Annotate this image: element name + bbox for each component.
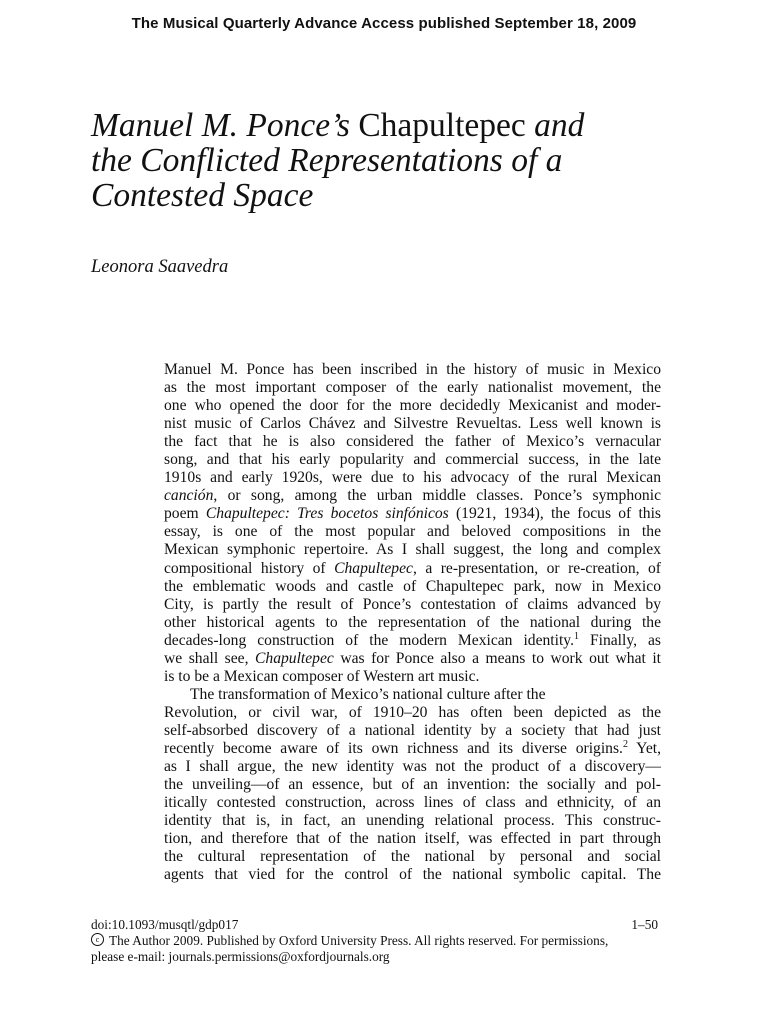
copyright-line-1: The Author 2009. Published by Oxford University Press. All rights reserved. For permissions, [109, 933, 609, 948]
footnote-ref-1[interactable]: 1 [573, 630, 579, 642]
footer-email-row [91, 949, 658, 965]
footnote-ref-2[interactable]: 2 [622, 738, 628, 750]
body-line: the unveiling—of an essence, but of an invention: the socially and pol- [164, 776, 661, 794]
body-line: is to be a Mexican composer of Western art music. [164, 667, 480, 685]
body-line: the cultural representation of the national by personal and social [164, 848, 661, 866]
body-line: City, is partly the result of Ponce’s contestation of claims advanced by [164, 595, 661, 613]
title-text-1b: Chapultepec [358, 107, 526, 144]
body-line: other historical agents to the representation of the national during the [164, 613, 661, 631]
footer-doi-row [91, 917, 658, 933]
body-line: recently become aware of its own richness and its diverse origins.$^2$ Yet, [164, 738, 662, 757]
body-line: Mexican symphonic repertoire. As I shall suggest, the long and complex [164, 541, 661, 559]
body-line: we shall see, Chapultepec was for Ponce also a means to work out what it [164, 649, 661, 667]
title-text-1a: Manuel M. Ponce’s [91, 107, 359, 144]
body-line: the fact that he is also considered the father of Mexico’s vernacular [164, 433, 661, 451]
body-line: self-absorbed discovery of a national identity by a society that had just [164, 721, 661, 739]
body-line: essay, is one of the most popular and beloved compositions in the [164, 523, 661, 541]
body-line: itically contested construction, across lines of class and ethnicity, of an [164, 794, 661, 812]
body-line: one who opened the door for the more decidedly Mexicanist and moder- [164, 397, 661, 415]
footer-copyright-row [91, 933, 658, 949]
body-line: as I shall argue, the new identity was not the product of a discovery— [164, 758, 661, 776]
page-footer [91, 917, 658, 965]
title-line-1 [91, 108, 691, 143]
body-line: nist music of Carlos Chávez and Silvestre Revueltas. Less well known is [164, 415, 661, 433]
journal-banner: The Musical Quarterly Advance Access published September 18, 2009 [131, 15, 637, 32]
copyright-line-2[interactable]: please e-mail: journals.permissions@oxfordjournals.org [91, 949, 390, 964]
body-line: 1910s and early 1920s, were due to his advocacy of the rural Mexican [164, 469, 661, 487]
article-title [91, 108, 691, 213]
body-line: compositional history of Chapultepec, a re-presentation, or re-creation, of [164, 559, 661, 577]
body-line: tion, and therefore that of the nation itself, was effected in part through [164, 830, 661, 848]
title-line-3: Contested Space [91, 177, 314, 214]
body-line: canción, or song, among the urban middle classes. Ponce’s symphonic [164, 487, 661, 505]
article-body [164, 361, 661, 884]
body-line: identity that is, in fact, an unending relational process. This construc- [164, 812, 661, 830]
author-name: Leonora Saavedra [91, 257, 229, 277]
title-text-1c: and [525, 107, 585, 144]
body-line: the emblematic woods and castle of Chapultepec park, now in Mexico [164, 577, 661, 595]
body-line: Manuel M. Ponce has been inscribed in the history of music in Mexico [164, 361, 661, 378]
body-line: decades-long construction of the modern Mexican identity.$^1$ Finally, as [164, 630, 662, 649]
body-line: as the most important composer of the early nationalist movement, the [164, 379, 661, 397]
doi[interactable]: doi:10.1093/musqtl/gdp017 [91, 917, 239, 932]
title-line-2: the Conflicted Representations of a [91, 142, 563, 179]
body-line: Revolution, or civil war, of 1910–20 has often been depicted as the [164, 703, 661, 721]
body-line: song, and that his early popularity and commercial success, in the late [164, 451, 661, 469]
body-line: agents that vied for the control of the national symbolic capital. The [164, 866, 661, 884]
body-line: poem Chapultepec: Tres bocetos sinfónicos (1921, 1934), the focus of this [164, 505, 661, 523]
page-range: 1–50 [631, 917, 658, 932]
body-line: The transformation of Mexico’s national culture after the [190, 685, 546, 703]
copyright-icon: c [91, 933, 104, 946]
